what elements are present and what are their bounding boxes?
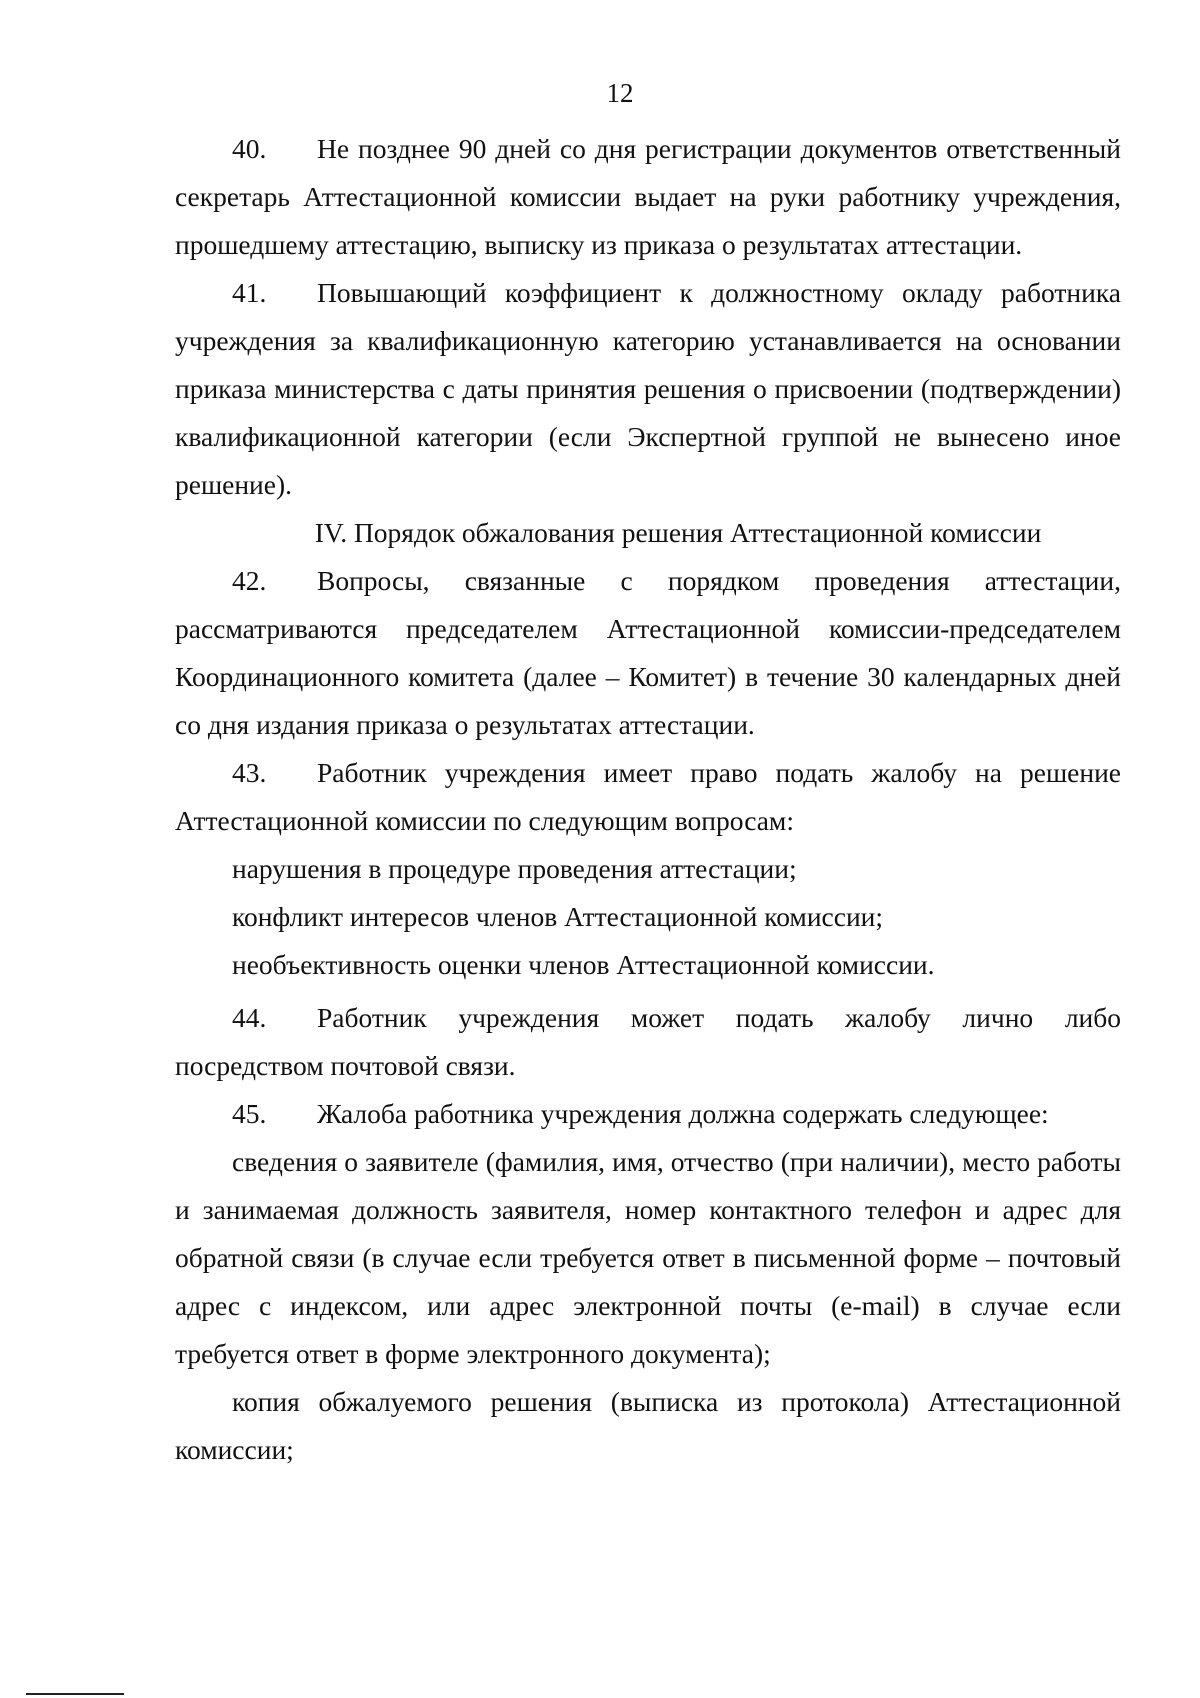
page-number: 12 xyxy=(606,78,634,108)
paragraph-number: 40. xyxy=(232,133,267,164)
footer-rule xyxy=(26,1693,124,1695)
list-item: копия обжалуемого решения (выписка из протокола) Аттестационной комиссии; xyxy=(175,1386,1121,1465)
paragraph-41 xyxy=(175,269,1121,509)
paragraph-42 xyxy=(175,557,1121,749)
list-item: конфликт интересов членов Аттестационной комиссии; xyxy=(232,901,884,932)
paragraph-text: Повышающий коэффициент к должностному окладу работника учреждения за квалификационную категорию устанавливается на основании приказа министерства с даты принятия решения о присвоении (подтверждении) квалификационной категории (если Экспертной группой не вынесено иное решение). xyxy=(175,277,1121,500)
section-heading: IV. Порядок обжалования решения Аттестационной комиссии xyxy=(314,517,1042,548)
paragraph-number: 44. xyxy=(232,1002,267,1033)
list-item: сведения о заявителе (фамилия, имя, отчество (при наличии), место работы и занимаемая должность заявителя, номер контактного телефон и адрес для обратной связи (в случае если требуется ответ в письменной форме – почтовый адрес с индексом, или адрес электронной почты (e-mail) в случае если требуется ответ в форме электронного документа); xyxy=(175,1146,1121,1369)
paragraph-43 xyxy=(175,749,1121,845)
paragraph-number: 41. xyxy=(232,277,267,308)
list-item: необъективность оценки членов Аттестационной комиссии. xyxy=(232,949,935,980)
paragraph-text: Работник учреждения имеет право подать жалобу на решение Аттестационной комиссии по следующим вопросам: xyxy=(175,757,1121,836)
paragraph-number: 43. xyxy=(232,757,267,788)
paragraph-45 xyxy=(175,1090,1121,1138)
document-body xyxy=(175,125,1121,1474)
paragraph-number: 45. xyxy=(232,1098,267,1129)
paragraph-44 xyxy=(175,994,1121,1090)
list-item: нарушения в процедуре проведения аттестации; xyxy=(232,853,797,884)
paragraph-number: 42. xyxy=(232,565,267,596)
paragraph-40 xyxy=(175,125,1121,269)
paragraph-text: Работник учреждения может подать жалобу лично либо посредством почтовой связи. xyxy=(175,1002,1121,1081)
paragraph-text: Вопросы, связанные с порядком проведения аттестации, рассматриваются председателем Аттестационной комиссии-председателем Координационного комитета (далее – Комитет) в течение 30 календарных дней со дня издания приказа о результатах аттестации. xyxy=(175,565,1121,740)
paragraph-text: Не позднее 90 дней со дня регистрации документов ответственный секретарь Аттестационной комиссии выдает на руки работнику учреждения, прошедшему аттестацию, выписку из приказа о результатах аттестации. xyxy=(175,133,1121,260)
paragraph-text: Жалоба работника учреждения должна содержать следующее: xyxy=(317,1098,1049,1129)
